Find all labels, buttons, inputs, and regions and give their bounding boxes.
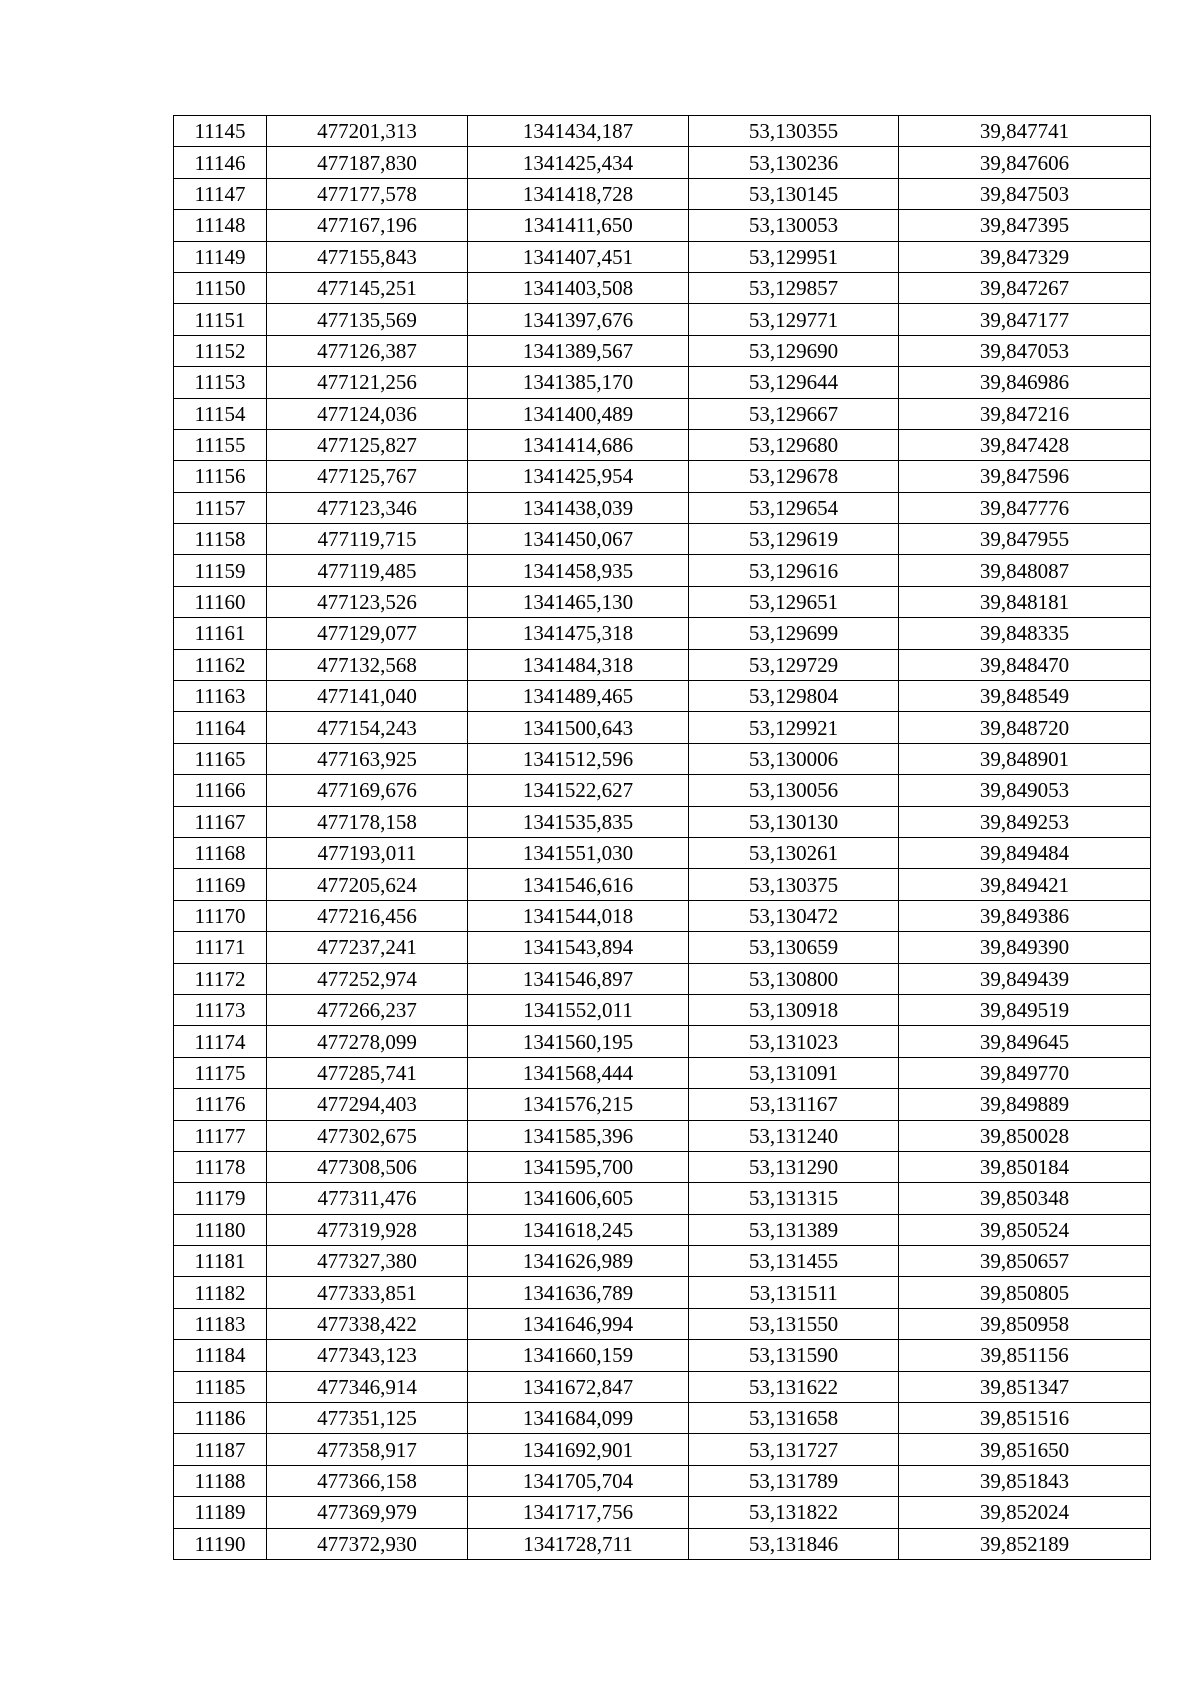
- table-row: [174, 1183, 1151, 1214]
- longitude-cell: 39,849053: [899, 775, 1151, 806]
- y-coordinate-cell: 1341425,954: [468, 461, 689, 492]
- point-number-cell: 11169: [174, 869, 267, 900]
- longitude-cell: 39,849770: [899, 1057, 1151, 1088]
- x-coordinate-cell: 477123,526: [267, 586, 468, 617]
- x-coordinate-cell: 477201,313: [267, 116, 468, 147]
- longitude-cell: 39,849484: [899, 837, 1151, 868]
- latitude-cell: 53,131240: [689, 1120, 899, 1151]
- y-coordinate-cell: 1341450,067: [468, 524, 689, 555]
- table-row: [174, 555, 1151, 586]
- y-coordinate-cell: 1341660,159: [468, 1340, 689, 1371]
- point-number-cell: 11160: [174, 586, 267, 617]
- x-coordinate-cell: 477333,851: [267, 1277, 468, 1308]
- y-coordinate-cell: 1341626,989: [468, 1246, 689, 1277]
- y-coordinate-cell: 1341512,596: [468, 743, 689, 774]
- longitude-cell: 39,849386: [899, 900, 1151, 931]
- table-row: [174, 618, 1151, 649]
- point-number-cell: 11172: [174, 963, 267, 994]
- y-coordinate-cell: 1341484,318: [468, 649, 689, 680]
- point-number-cell: 11149: [174, 241, 267, 272]
- table-row: [174, 1089, 1151, 1120]
- coordinates-table: [173, 115, 1151, 1560]
- x-coordinate-cell: 477216,456: [267, 900, 468, 931]
- x-coordinate-cell: 477343,123: [267, 1340, 468, 1371]
- point-number-cell: 11185: [174, 1371, 267, 1402]
- x-coordinate-cell: 477351,125: [267, 1403, 468, 1434]
- table-row: [174, 1120, 1151, 1151]
- y-coordinate-cell: 1341438,039: [468, 492, 689, 523]
- table-row: [174, 963, 1151, 994]
- y-coordinate-cell: 1341397,676: [468, 304, 689, 335]
- longitude-cell: 39,847428: [899, 429, 1151, 460]
- longitude-cell: 39,848335: [899, 618, 1151, 649]
- point-number-cell: 11145: [174, 116, 267, 147]
- table-row: [174, 994, 1151, 1025]
- x-coordinate-cell: 477294,403: [267, 1089, 468, 1120]
- latitude-cell: 53,130236: [689, 147, 899, 178]
- longitude-cell: 39,850657: [899, 1246, 1151, 1277]
- latitude-cell: 53,129729: [689, 649, 899, 680]
- latitude-cell: 53,129644: [689, 367, 899, 398]
- point-number-cell: 11156: [174, 461, 267, 492]
- latitude-cell: 53,131590: [689, 1340, 899, 1371]
- y-coordinate-cell: 1341535,835: [468, 806, 689, 837]
- point-number-cell: 11188: [174, 1465, 267, 1496]
- longitude-cell: 39,849889: [899, 1089, 1151, 1120]
- table-row: [174, 586, 1151, 617]
- y-coordinate-cell: 1341728,711: [468, 1528, 689, 1559]
- point-number-cell: 11190: [174, 1528, 267, 1559]
- table-row: [174, 1434, 1151, 1465]
- longitude-cell: 39,847267: [899, 272, 1151, 303]
- table-row: [174, 461, 1151, 492]
- table-row: [174, 775, 1151, 806]
- longitude-cell: 39,847955: [899, 524, 1151, 555]
- x-coordinate-cell: 477132,568: [267, 649, 468, 680]
- x-coordinate-cell: 477266,237: [267, 994, 468, 1025]
- table-row: [174, 367, 1151, 398]
- latitude-cell: 53,131290: [689, 1151, 899, 1182]
- table-row: [174, 1340, 1151, 1371]
- table-row: [174, 178, 1151, 209]
- point-number-cell: 11158: [174, 524, 267, 555]
- latitude-cell: 53,129951: [689, 241, 899, 272]
- table-row: [174, 398, 1151, 429]
- longitude-cell: 39,851843: [899, 1465, 1151, 1496]
- longitude-cell: 39,851650: [899, 1434, 1151, 1465]
- latitude-cell: 53,129678: [689, 461, 899, 492]
- point-number-cell: 11177: [174, 1120, 267, 1151]
- latitude-cell: 53,129921: [689, 712, 899, 743]
- y-coordinate-cell: 1341411,650: [468, 210, 689, 241]
- point-number-cell: 11157: [174, 492, 267, 523]
- x-coordinate-cell: 477167,196: [267, 210, 468, 241]
- longitude-cell: 39,849253: [899, 806, 1151, 837]
- longitude-cell: 39,848901: [899, 743, 1151, 774]
- longitude-cell: 39,849439: [899, 963, 1151, 994]
- longitude-cell: 39,850524: [899, 1214, 1151, 1245]
- latitude-cell: 53,130145: [689, 178, 899, 209]
- point-number-cell: 11148: [174, 210, 267, 241]
- x-coordinate-cell: 477141,040: [267, 681, 468, 712]
- point-number-cell: 11168: [174, 837, 267, 868]
- latitude-cell: 53,131511: [689, 1277, 899, 1308]
- x-coordinate-cell: 477372,930: [267, 1528, 468, 1559]
- table-row: [174, 1528, 1151, 1559]
- point-number-cell: 11189: [174, 1497, 267, 1528]
- y-coordinate-cell: 1341407,451: [468, 241, 689, 272]
- x-coordinate-cell: 477163,925: [267, 743, 468, 774]
- point-number-cell: 11170: [174, 900, 267, 931]
- longitude-cell: 39,850028: [899, 1120, 1151, 1151]
- x-coordinate-cell: 477145,251: [267, 272, 468, 303]
- y-coordinate-cell: 1341546,616: [468, 869, 689, 900]
- point-number-cell: 11180: [174, 1214, 267, 1245]
- y-coordinate-cell: 1341606,605: [468, 1183, 689, 1214]
- table-row: [174, 147, 1151, 178]
- x-coordinate-cell: 477252,974: [267, 963, 468, 994]
- y-coordinate-cell: 1341389,567: [468, 335, 689, 366]
- point-number-cell: 11171: [174, 932, 267, 963]
- y-coordinate-cell: 1341543,894: [468, 932, 689, 963]
- y-coordinate-cell: 1341385,170: [468, 367, 689, 398]
- table-row: [174, 335, 1151, 366]
- x-coordinate-cell: 477121,256: [267, 367, 468, 398]
- point-number-cell: 11162: [174, 649, 267, 680]
- table-row: [174, 1214, 1151, 1245]
- point-number-cell: 11181: [174, 1246, 267, 1277]
- latitude-cell: 53,130800: [689, 963, 899, 994]
- point-number-cell: 11176: [174, 1089, 267, 1120]
- point-number-cell: 11147: [174, 178, 267, 209]
- latitude-cell: 53,131389: [689, 1214, 899, 1245]
- latitude-cell: 53,131622: [689, 1371, 899, 1402]
- point-number-cell: 11174: [174, 1026, 267, 1057]
- y-coordinate-cell: 1341522,627: [468, 775, 689, 806]
- y-coordinate-cell: 1341552,011: [468, 994, 689, 1025]
- x-coordinate-cell: 477187,830: [267, 147, 468, 178]
- latitude-cell: 53,129616: [689, 555, 899, 586]
- latitude-cell: 53,131822: [689, 1497, 899, 1528]
- longitude-cell: 39,847503: [899, 178, 1151, 209]
- y-coordinate-cell: 1341546,897: [468, 963, 689, 994]
- x-coordinate-cell: 477319,928: [267, 1214, 468, 1245]
- latitude-cell: 53,129619: [689, 524, 899, 555]
- x-coordinate-cell: 477302,675: [267, 1120, 468, 1151]
- latitude-cell: 53,129857: [689, 272, 899, 303]
- point-number-cell: 11150: [174, 272, 267, 303]
- table-row: [174, 272, 1151, 303]
- point-number-cell: 11152: [174, 335, 267, 366]
- point-number-cell: 11187: [174, 1434, 267, 1465]
- y-coordinate-cell: 1341475,318: [468, 618, 689, 649]
- point-number-cell: 11155: [174, 429, 267, 460]
- longitude-cell: 39,848181: [899, 586, 1151, 617]
- table-row: [174, 932, 1151, 963]
- x-coordinate-cell: 477205,624: [267, 869, 468, 900]
- latitude-cell: 53,130056: [689, 775, 899, 806]
- point-number-cell: 11166: [174, 775, 267, 806]
- x-coordinate-cell: 477285,741: [267, 1057, 468, 1088]
- x-coordinate-cell: 477358,917: [267, 1434, 468, 1465]
- latitude-cell: 53,130053: [689, 210, 899, 241]
- x-coordinate-cell: 477125,827: [267, 429, 468, 460]
- latitude-cell: 53,131023: [689, 1026, 899, 1057]
- y-coordinate-cell: 1341636,789: [468, 1277, 689, 1308]
- y-coordinate-cell: 1341414,686: [468, 429, 689, 460]
- y-coordinate-cell: 1341500,643: [468, 712, 689, 743]
- y-coordinate-cell: 1341418,728: [468, 178, 689, 209]
- y-coordinate-cell: 1341684,099: [468, 1403, 689, 1434]
- table-row: [174, 524, 1151, 555]
- longitude-cell: 39,850348: [899, 1183, 1151, 1214]
- longitude-cell: 39,852189: [899, 1528, 1151, 1559]
- x-coordinate-cell: 477369,979: [267, 1497, 468, 1528]
- x-coordinate-cell: 477135,569: [267, 304, 468, 335]
- point-number-cell: 11182: [174, 1277, 267, 1308]
- y-coordinate-cell: 1341585,396: [468, 1120, 689, 1151]
- y-coordinate-cell: 1341465,130: [468, 586, 689, 617]
- longitude-cell: 39,851347: [899, 1371, 1151, 1402]
- point-number-cell: 11159: [174, 555, 267, 586]
- y-coordinate-cell: 1341568,444: [468, 1057, 689, 1088]
- longitude-cell: 39,851516: [899, 1403, 1151, 1434]
- x-coordinate-cell: 477193,011: [267, 837, 468, 868]
- longitude-cell: 39,847776: [899, 492, 1151, 523]
- point-number-cell: 11186: [174, 1403, 267, 1434]
- longitude-cell: 39,850958: [899, 1308, 1151, 1339]
- x-coordinate-cell: 477338,422: [267, 1308, 468, 1339]
- table-row: [174, 1308, 1151, 1339]
- longitude-cell: 39,846986: [899, 367, 1151, 398]
- point-number-cell: 11163: [174, 681, 267, 712]
- point-number-cell: 11173: [174, 994, 267, 1025]
- latitude-cell: 53,130261: [689, 837, 899, 868]
- y-coordinate-cell: 1341458,935: [468, 555, 689, 586]
- y-coordinate-cell: 1341434,187: [468, 116, 689, 147]
- latitude-cell: 53,130375: [689, 869, 899, 900]
- y-coordinate-cell: 1341489,465: [468, 681, 689, 712]
- point-number-cell: 11164: [174, 712, 267, 743]
- y-coordinate-cell: 1341551,030: [468, 837, 689, 868]
- table-row: [174, 492, 1151, 523]
- y-coordinate-cell: 1341560,195: [468, 1026, 689, 1057]
- y-coordinate-cell: 1341403,508: [468, 272, 689, 303]
- table-row: [174, 1277, 1151, 1308]
- latitude-cell: 53,129690: [689, 335, 899, 366]
- table-row: [174, 681, 1151, 712]
- x-coordinate-cell: 477155,843: [267, 241, 468, 272]
- latitude-cell: 53,130006: [689, 743, 899, 774]
- table-row: [174, 1465, 1151, 1496]
- table-row: [174, 1057, 1151, 1088]
- table-row: [174, 1026, 1151, 1057]
- coordinates-table-body: [174, 116, 1151, 1560]
- longitude-cell: 39,847053: [899, 335, 1151, 366]
- latitude-cell: 53,131455: [689, 1246, 899, 1277]
- x-coordinate-cell: 477178,158: [267, 806, 468, 837]
- point-number-cell: 11184: [174, 1340, 267, 1371]
- longitude-cell: 39,847606: [899, 147, 1151, 178]
- point-number-cell: 11146: [174, 147, 267, 178]
- longitude-cell: 39,848470: [899, 649, 1151, 680]
- point-number-cell: 11179: [174, 1183, 267, 1214]
- y-coordinate-cell: 1341692,901: [468, 1434, 689, 1465]
- longitude-cell: 39,847177: [899, 304, 1151, 335]
- latitude-cell: 53,129804: [689, 681, 899, 712]
- latitude-cell: 53,129680: [689, 429, 899, 460]
- y-coordinate-cell: 1341646,994: [468, 1308, 689, 1339]
- x-coordinate-cell: 477119,485: [267, 555, 468, 586]
- latitude-cell: 53,131846: [689, 1528, 899, 1559]
- table-row: [174, 837, 1151, 868]
- table-row: [174, 712, 1151, 743]
- longitude-cell: 39,847216: [899, 398, 1151, 429]
- point-number-cell: 11178: [174, 1151, 267, 1182]
- point-number-cell: 11153: [174, 367, 267, 398]
- longitude-cell: 39,849421: [899, 869, 1151, 900]
- x-coordinate-cell: 477119,715: [267, 524, 468, 555]
- y-coordinate-cell: 1341717,756: [468, 1497, 689, 1528]
- longitude-cell: 39,849645: [899, 1026, 1151, 1057]
- point-number-cell: 11167: [174, 806, 267, 837]
- point-number-cell: 11175: [174, 1057, 267, 1088]
- table-row: [174, 806, 1151, 837]
- y-coordinate-cell: 1341576,215: [468, 1089, 689, 1120]
- point-number-cell: 11165: [174, 743, 267, 774]
- table-row: [174, 900, 1151, 931]
- latitude-cell: 53,130472: [689, 900, 899, 931]
- x-coordinate-cell: 477126,387: [267, 335, 468, 366]
- y-coordinate-cell: 1341672,847: [468, 1371, 689, 1402]
- longitude-cell: 39,852024: [899, 1497, 1151, 1528]
- table-row: [174, 649, 1151, 680]
- x-coordinate-cell: 477123,346: [267, 492, 468, 523]
- latitude-cell: 53,131167: [689, 1089, 899, 1120]
- table-row: [174, 1246, 1151, 1277]
- y-coordinate-cell: 1341595,700: [468, 1151, 689, 1182]
- latitude-cell: 53,129667: [689, 398, 899, 429]
- longitude-cell: 39,848087: [899, 555, 1151, 586]
- x-coordinate-cell: 477327,380: [267, 1246, 468, 1277]
- point-number-cell: 11151: [174, 304, 267, 335]
- latitude-cell: 53,131658: [689, 1403, 899, 1434]
- x-coordinate-cell: 477278,099: [267, 1026, 468, 1057]
- x-coordinate-cell: 477308,506: [267, 1151, 468, 1182]
- table-row: [174, 116, 1151, 147]
- longitude-cell: 39,847596: [899, 461, 1151, 492]
- point-number-cell: 11154: [174, 398, 267, 429]
- y-coordinate-cell: 1341400,489: [468, 398, 689, 429]
- table-row: [174, 1497, 1151, 1528]
- y-coordinate-cell: 1341544,018: [468, 900, 689, 931]
- y-coordinate-cell: 1341705,704: [468, 1465, 689, 1496]
- latitude-cell: 53,129651: [689, 586, 899, 617]
- longitude-cell: 39,850805: [899, 1277, 1151, 1308]
- table-row: [174, 869, 1151, 900]
- longitude-cell: 39,849519: [899, 994, 1151, 1025]
- x-coordinate-cell: 477154,243: [267, 712, 468, 743]
- latitude-cell: 53,131091: [689, 1057, 899, 1088]
- x-coordinate-cell: 477346,914: [267, 1371, 468, 1402]
- y-coordinate-cell: 1341618,245: [468, 1214, 689, 1245]
- x-coordinate-cell: 477129,077: [267, 618, 468, 649]
- table-row: [174, 1403, 1151, 1434]
- latitude-cell: 53,130355: [689, 116, 899, 147]
- x-coordinate-cell: 477125,767: [267, 461, 468, 492]
- x-coordinate-cell: 477124,036: [267, 398, 468, 429]
- latitude-cell: 53,131727: [689, 1434, 899, 1465]
- latitude-cell: 53,131789: [689, 1465, 899, 1496]
- longitude-cell: 39,847741: [899, 116, 1151, 147]
- point-number-cell: 11183: [174, 1308, 267, 1339]
- x-coordinate-cell: 477311,476: [267, 1183, 468, 1214]
- longitude-cell: 39,849390: [899, 932, 1151, 963]
- latitude-cell: 53,131550: [689, 1308, 899, 1339]
- latitude-cell: 53,129771: [689, 304, 899, 335]
- table-row: [174, 1371, 1151, 1402]
- x-coordinate-cell: 477169,676: [267, 775, 468, 806]
- latitude-cell: 53,129699: [689, 618, 899, 649]
- latitude-cell: 53,130130: [689, 806, 899, 837]
- longitude-cell: 39,847329: [899, 241, 1151, 272]
- table-row: [174, 743, 1151, 774]
- x-coordinate-cell: 477237,241: [267, 932, 468, 963]
- table-row: [174, 1151, 1151, 1182]
- table-row: [174, 210, 1151, 241]
- latitude-cell: 53,130659: [689, 932, 899, 963]
- table-row: [174, 429, 1151, 460]
- latitude-cell: 53,130918: [689, 994, 899, 1025]
- latitude-cell: 53,131315: [689, 1183, 899, 1214]
- latitude-cell: 53,129654: [689, 492, 899, 523]
- table-row: [174, 304, 1151, 335]
- longitude-cell: 39,848720: [899, 712, 1151, 743]
- longitude-cell: 39,851156: [899, 1340, 1151, 1371]
- longitude-cell: 39,850184: [899, 1151, 1151, 1182]
- longitude-cell: 39,848549: [899, 681, 1151, 712]
- table-row: [174, 241, 1151, 272]
- point-number-cell: 11161: [174, 618, 267, 649]
- x-coordinate-cell: 477366,158: [267, 1465, 468, 1496]
- longitude-cell: 39,847395: [899, 210, 1151, 241]
- y-coordinate-cell: 1341425,434: [468, 147, 689, 178]
- x-coordinate-cell: 477177,578: [267, 178, 468, 209]
